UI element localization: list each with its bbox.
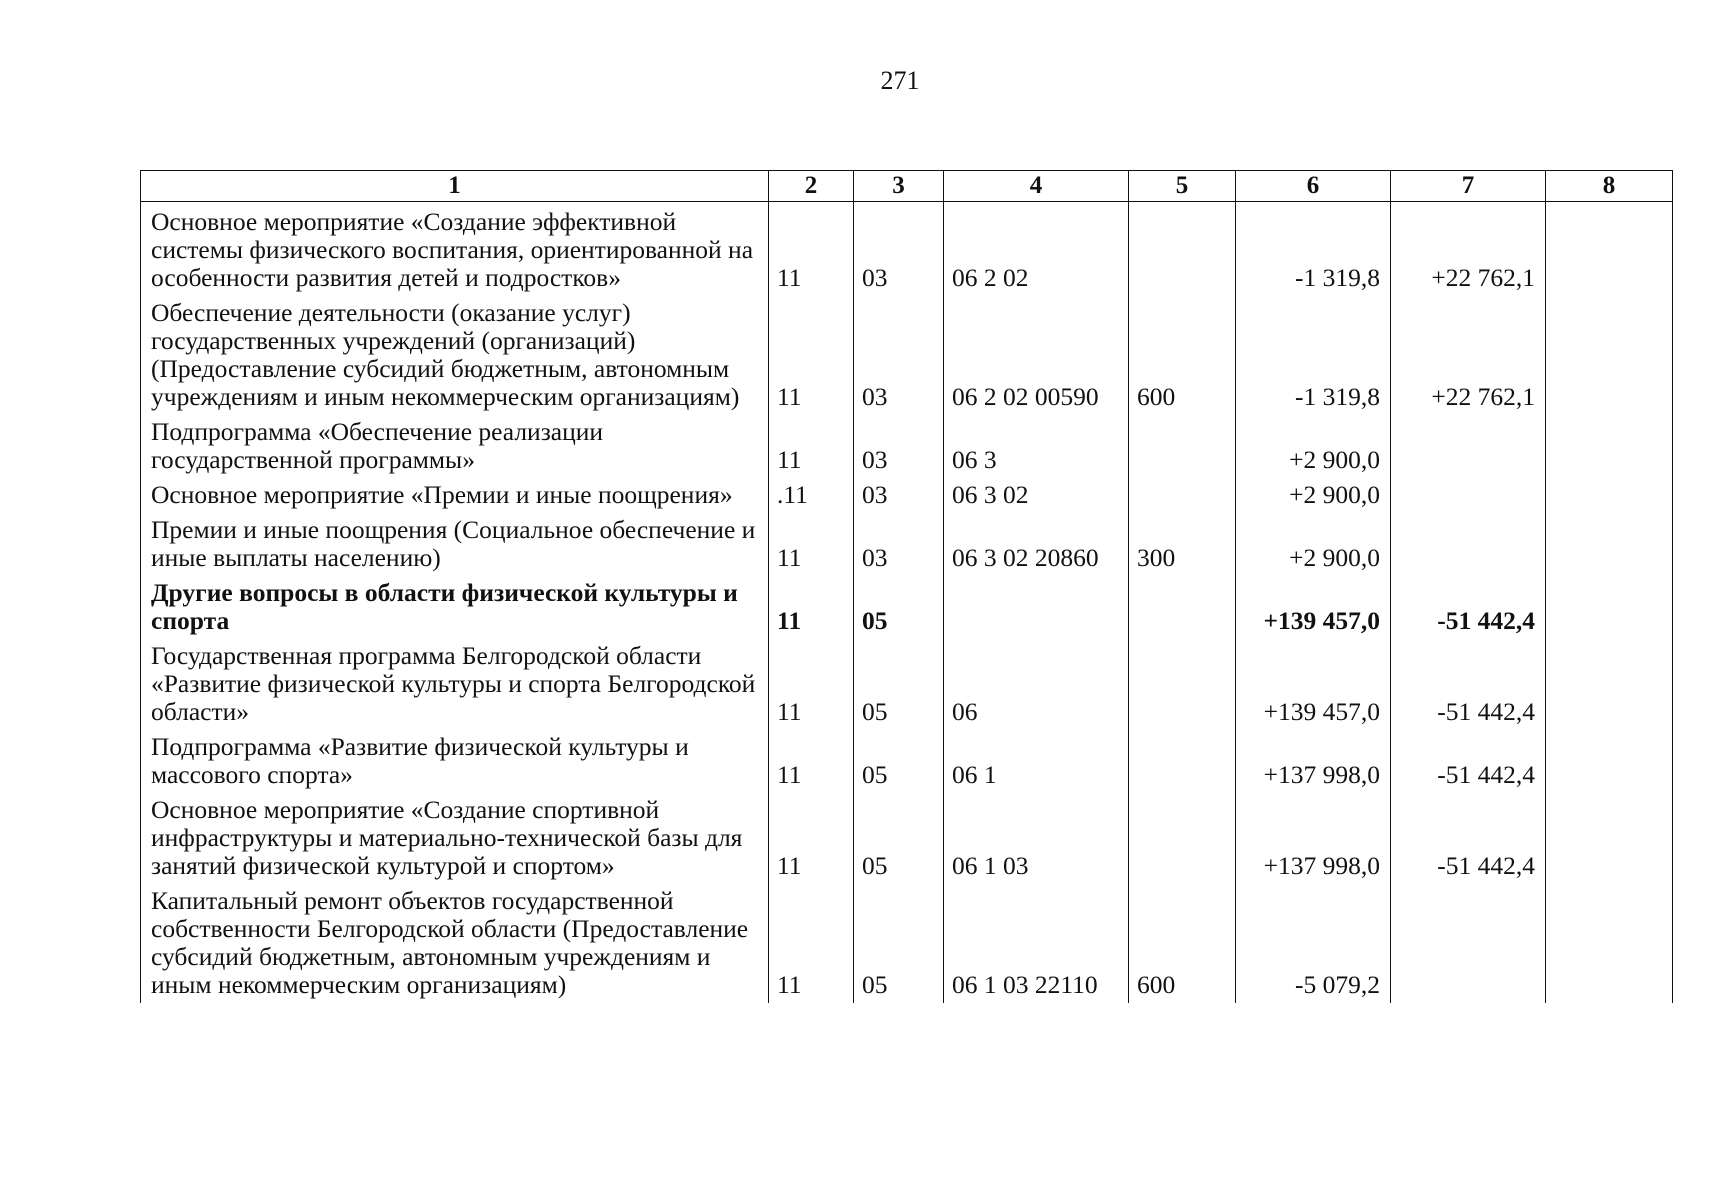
row-change-amount-2 bbox=[1391, 478, 1546, 513]
table-row bbox=[141, 415, 1673, 478]
row-section: .11 bbox=[769, 478, 854, 513]
column-header: 4 bbox=[944, 171, 1129, 202]
row-change-amount: +139 457,0 bbox=[1236, 576, 1391, 639]
row-section: 11 bbox=[769, 513, 854, 576]
row-section: 11 bbox=[769, 793, 854, 884]
row-change-amount-2 bbox=[1391, 884, 1546, 1003]
row-expense-type bbox=[1129, 202, 1236, 297]
row-subsection: 03 bbox=[854, 202, 944, 297]
row-subsection: 03 bbox=[854, 513, 944, 576]
table-row bbox=[141, 576, 1673, 639]
table-row bbox=[141, 478, 1673, 513]
row-target-code: 06 3 02 bbox=[944, 478, 1129, 513]
row-expense-type: 300 bbox=[1129, 513, 1236, 576]
row-change-amount: +2 900,0 bbox=[1236, 415, 1391, 478]
row-section: 11 bbox=[769, 884, 854, 1003]
row-target-code: 06 bbox=[944, 639, 1129, 730]
table-header bbox=[141, 171, 1673, 202]
row-target-code: 06 2 02 00590 bbox=[944, 296, 1129, 415]
row-change-amount: +2 900,0 bbox=[1236, 513, 1391, 576]
row-subsection: 05 bbox=[854, 576, 944, 639]
row-change-amount-2: +22 762,1 bbox=[1391, 202, 1546, 297]
row-expense-type bbox=[1129, 639, 1236, 730]
row-column-8 bbox=[1546, 884, 1673, 1003]
table-body bbox=[141, 202, 1673, 1004]
row-description: Премии и иные поощрения (Социальное обеспечение и иные выплаты населению) bbox=[141, 513, 769, 576]
row-change-amount-2 bbox=[1391, 513, 1546, 576]
row-change-amount: +137 998,0 bbox=[1236, 793, 1391, 884]
row-change-amount: +137 998,0 bbox=[1236, 730, 1391, 793]
column-header: 2 bbox=[769, 171, 854, 202]
row-change-amount: -1 319,8 bbox=[1236, 296, 1391, 415]
row-target-code bbox=[944, 576, 1129, 639]
row-change-amount-2: +22 762,1 bbox=[1391, 296, 1546, 415]
row-column-8 bbox=[1546, 296, 1673, 415]
row-column-8 bbox=[1546, 415, 1673, 478]
column-header: 8 bbox=[1546, 171, 1673, 202]
row-column-8 bbox=[1546, 639, 1673, 730]
column-header: 6 bbox=[1236, 171, 1391, 202]
column-header: 3 bbox=[854, 171, 944, 202]
table-row bbox=[141, 639, 1673, 730]
row-change-amount-2: -51 442,4 bbox=[1391, 793, 1546, 884]
row-section: 11 bbox=[769, 202, 854, 297]
header-row bbox=[141, 171, 1673, 202]
row-target-code: 06 1 03 bbox=[944, 793, 1129, 884]
row-section: 11 bbox=[769, 415, 854, 478]
row-expense-type bbox=[1129, 730, 1236, 793]
row-description: Основное мероприятие «Премии и иные поощрения» bbox=[141, 478, 769, 513]
row-subsection: 03 bbox=[854, 296, 944, 415]
table-row bbox=[141, 884, 1673, 1003]
row-section: 11 bbox=[769, 730, 854, 793]
table-row bbox=[141, 296, 1673, 415]
row-description: Подпрограмма «Развитие физической культуры и массового спорта» bbox=[141, 730, 769, 793]
budget-table bbox=[140, 170, 1673, 1003]
column-header: 5 bbox=[1129, 171, 1236, 202]
row-expense-type bbox=[1129, 793, 1236, 884]
row-expense-type bbox=[1129, 415, 1236, 478]
row-description: Подпрограмма «Обеспечение реализации государственной программы» bbox=[141, 415, 769, 478]
page-number: 271 bbox=[880, 66, 920, 95]
row-column-8 bbox=[1546, 576, 1673, 639]
row-change-amount-2 bbox=[1391, 415, 1546, 478]
row-column-8 bbox=[1546, 513, 1673, 576]
row-column-8 bbox=[1546, 793, 1673, 884]
row-description: Основное мероприятие «Создание спортивной инфраструктуры и материально-технической базы для занятий физической культурой и спортом» bbox=[141, 793, 769, 884]
row-change-amount: -5 079,2 bbox=[1236, 884, 1391, 1003]
row-description: Капитальный ремонт объектов государственной собственности Белгородской области (Предоставление субсидий бюджетным, автономным учреждениям и иным некоммерческим организациям) bbox=[141, 884, 769, 1003]
row-subsection: 05 bbox=[854, 793, 944, 884]
row-subsection: 05 bbox=[854, 884, 944, 1003]
row-target-code: 06 2 02 bbox=[944, 202, 1129, 297]
table-row bbox=[141, 513, 1673, 576]
row-target-code: 06 1 03 22110 bbox=[944, 884, 1129, 1003]
row-description: Обеспечение деятельности (оказание услуг) государственных учреждений (организаций) (Предоставление субсидий бюджетным, автономным учреждениям и иным некоммерческим организациям) bbox=[141, 296, 769, 415]
row-change-amount: +139 457,0 bbox=[1236, 639, 1391, 730]
row-change-amount: +2 900,0 bbox=[1236, 478, 1391, 513]
row-expense-type: 600 bbox=[1129, 296, 1236, 415]
row-column-8 bbox=[1546, 478, 1673, 513]
row-target-code: 06 1 bbox=[944, 730, 1129, 793]
row-target-code: 06 3 bbox=[944, 415, 1129, 478]
row-description: Другие вопросы в области физической культуры и спорта bbox=[141, 576, 769, 639]
row-change-amount-2: -51 442,4 bbox=[1391, 576, 1546, 639]
row-column-8 bbox=[1546, 730, 1673, 793]
column-header: 7 bbox=[1391, 171, 1546, 202]
row-subsection: 05 bbox=[854, 730, 944, 793]
column-header: 1 bbox=[141, 171, 769, 202]
row-change-amount-2: -51 442,4 bbox=[1391, 639, 1546, 730]
row-section: 11 bbox=[769, 639, 854, 730]
row-section: 11 bbox=[769, 296, 854, 415]
row-target-code: 06 3 02 20860 bbox=[944, 513, 1129, 576]
row-section: 11 bbox=[769, 576, 854, 639]
row-column-8 bbox=[1546, 202, 1673, 297]
row-change-amount: -1 319,8 bbox=[1236, 202, 1391, 297]
row-expense-type bbox=[1129, 478, 1236, 513]
table-row bbox=[141, 793, 1673, 884]
row-subsection: 05 bbox=[854, 639, 944, 730]
row-change-amount-2: -51 442,4 bbox=[1391, 730, 1546, 793]
row-description: Государственная программа Белгородской области «Развитие физической культуры и спорта Белгородской области» bbox=[141, 639, 769, 730]
row-expense-type bbox=[1129, 576, 1236, 639]
table-row bbox=[141, 202, 1673, 297]
row-subsection: 03 bbox=[854, 478, 944, 513]
row-expense-type: 600 bbox=[1129, 884, 1236, 1003]
row-subsection: 03 bbox=[854, 415, 944, 478]
table-row bbox=[141, 730, 1673, 793]
row-description: Основное мероприятие «Создание эффективной системы физического воспитания, ориентированной на особенности развития детей и подростков» bbox=[141, 202, 769, 297]
